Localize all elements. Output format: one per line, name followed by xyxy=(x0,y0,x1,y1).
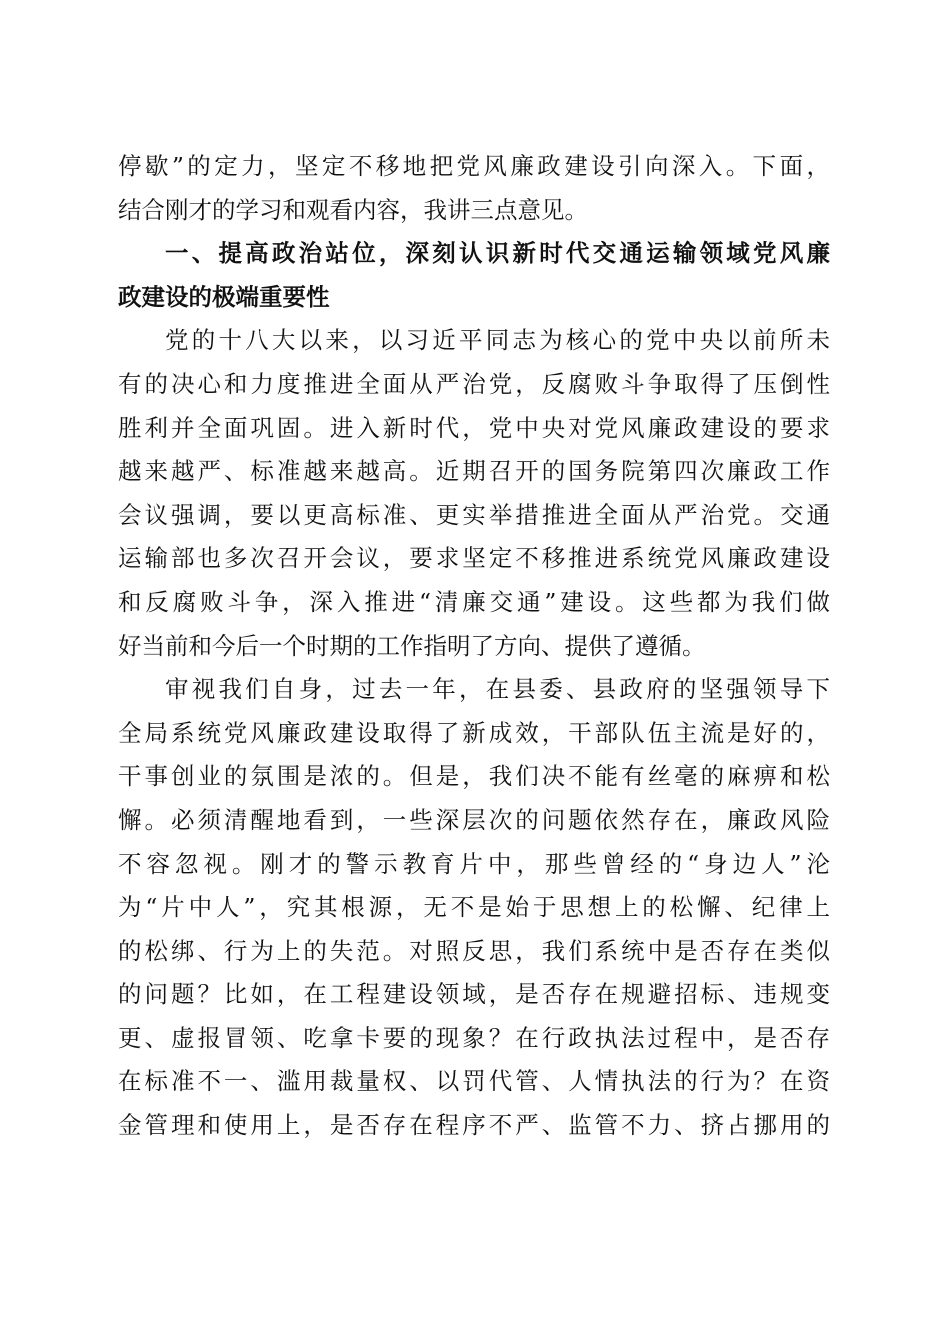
text-line: 干事创业的氛围是浓的。但是，我们决不能有丝毫的麻痹和松 xyxy=(118,762,830,791)
text-line: 在标准不一、滥用裁量权、以罚代管、人情执法的行为？在资 xyxy=(118,1067,830,1096)
text-line: 为“片中人”，究其根源，无不是始于思想上的松懈、纪律上 xyxy=(118,893,830,922)
text-line: 越来越严、标准越来越高。近期召开的国务院第四次廉政工作 xyxy=(118,457,830,486)
text-line: 全局系统党风廉政建设取得了新成效，干部队伍主流是好的， xyxy=(118,718,830,747)
section-heading xyxy=(118,232,830,319)
text-line: 的松绑、行为上的失范。对照反思，我们系统中是否存在类似 xyxy=(118,936,830,965)
text-line: 胜利并全面巩固。进入新时代，党中央对党风廉政建设的要求 xyxy=(118,413,830,442)
text-line: 会议强调，要以更高标准、更实举措推进全面从严治党。交通 xyxy=(118,500,830,529)
paragraph xyxy=(118,319,830,668)
text-line: 懈。必须清醒地看到，一些深层次的问题依然存在，廉政风险 xyxy=(118,805,830,834)
heading-line: 一、提高政治站位，深刻认识新时代交通运输领域党风廉 xyxy=(165,239,830,268)
heading-line: 政建设的极端重要性 xyxy=(118,282,330,311)
text-line: 和反腐败斗争，深入推进“清廉交通”建设。这些都为我们做 xyxy=(118,587,830,616)
text-line: 停歇”的定力，坚定不移地把党风廉政建设引向深入。下面， xyxy=(118,152,830,180)
text-line: 金管理和使用上，是否存在程序不严、监管不力、挤占挪用的 xyxy=(118,1111,830,1140)
text-line: 运输部也多次召开会议，要求坚定不移推进系统党风廉政建设 xyxy=(118,544,830,573)
document-body xyxy=(118,145,830,1148)
paragraph xyxy=(118,668,830,1148)
text-line: 不容忽视。刚才的警示教育片中，那些曾经的“身边人”沦 xyxy=(118,849,830,878)
text-line: 党的十八大以来，以习近平同志为核心的党中央以前所未 xyxy=(165,326,830,355)
text-line: 的问题？比如，在工程建设领域，是否存在规避招标、违规变 xyxy=(118,980,830,1009)
text-line: 结合刚才的学习和观看内容，我讲三点意见。 xyxy=(118,195,588,224)
text-line: 更、虚报冒领、吃拿卡要的现象？在行政执法过程中，是否存 xyxy=(118,1023,830,1052)
text-line: 审视我们自身，过去一年，在县委、县政府的坚强领导下 xyxy=(165,675,830,704)
text-line: 有的决心和力度推进全面从严治党，反腐败斗争取得了压倒性 xyxy=(118,369,830,398)
text-line: 好当前和今后一个时期的工作指明了方向、提供了遵循。 xyxy=(118,631,706,660)
